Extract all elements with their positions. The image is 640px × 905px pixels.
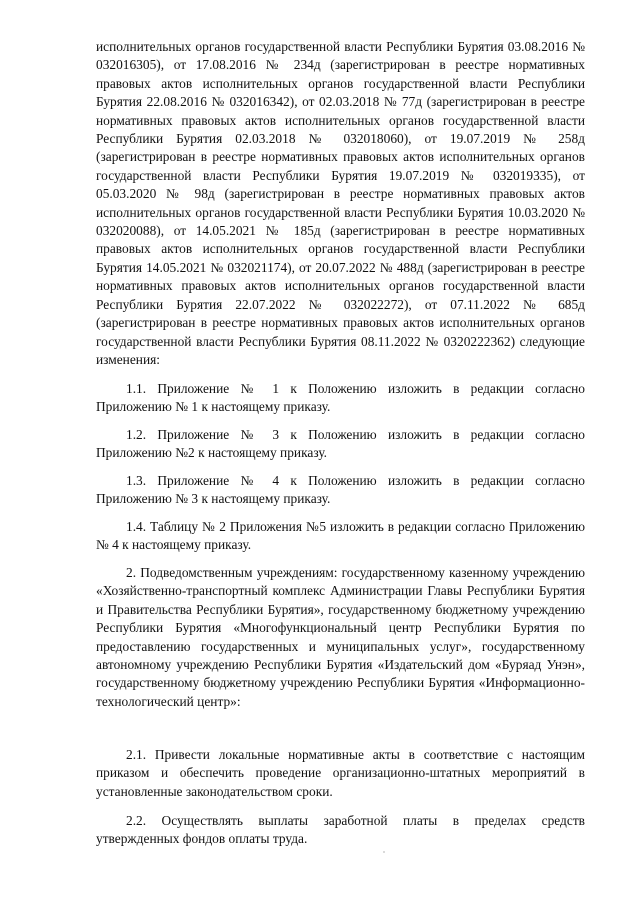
clause-1-2: 1.2. Приложение № 3 к Положению изложить в редакции согласно Приложению №2 к настоящему приказу. (96, 427, 585, 461)
clause-2-2: 2.2. Осуществлять выплаты заработной платы в пределах средств утвержденных фондов оплаты труда. (96, 813, 585, 847)
clause-1-4: 1.4. Таблицу № 2 Приложения №5 изложить в редакции согласно Приложению № 4 к настоящему приказу. (96, 519, 585, 553)
clause-2-1: 2.1. Привести локальные нормативные акты в соответствие с настоящим приказом и обеспечить проведение организационно-штатных мероприятий в установленные законодательством сроки. (96, 747, 585, 799)
clause-2: 2. Подведомственным учреждениям: государственному казенному учреждению «Хозяйственно-транспортный комплекс Администрации Главы Республики Бурятия и Правительства Республики Бурятия», государственному бюджетному учреждению Республики Бурятия «Многофункциональный центр Республики Бурятия по предоставлению государственных и муниципальных услуг», государственному автономному учреждению Республики Бурятия «Издательский дом «Буряад Унэн», государственному бюджетному учреждению Республики Бурятия «Информационно-технологический центр»: (96, 565, 585, 709)
scan-speck (383, 851, 385, 853)
clause-1-1: 1.1. Приложение № 1 к Положению изложить в редакции согласно Приложению № 1 к настоящему приказу. (96, 381, 585, 415)
clause-1-3: 1.3. Приложение № 4 к Положению изложить в редакции согласно Приложению № 3 к настоящему приказу. (96, 473, 585, 507)
intro-paragraph: исполнительных органов государственной власти Республики Бурятия 03.08.2016 № 032016305), от 17.08.2016 № 234д (зарегистрирован в реестре нормативных правовых актов исполнительных органов государственной власти Республики Бурятия 22.08.2016 № 032016342), от 02.03.2018 № 77д (зарегистрирован в реестре нормативных правовых актов исполнительных органов государственной власти Республики Бурятия 02.03.2018 № 032018060), от 19.07.2019 № 258д (зарегистрирован в реестре нормативных правовых актов исполнительных органов государственной власти Республики Бурятия 19.07.2019 № 032019335), от 05.03.2020 № 98д (зарегистрирован в реестре нормативных правовых актов исполнительных органов государственной власти Республики Бурятия 10.03.2020 № 032020088), от 14.05.2021 № 185д (зарегистрирован в реестре нормативных правовых актов исполнительных органов государственной власти Республики Бурятия 14.05.2021 № 032021174), от 20.07.2022 № 488д (зарегистрирован в реестре нормативных правовых актов исполнительных органов государственной власти Республики Бурятия 22.07.2022 № 032022272), от 07.11.2022 № 685д (зарегистрирован в реестре нормативных правовых актов исполнительных органов государственной власти Республики Бурятия 08.11.2022 № 0320222362) следующие изменения: (96, 39, 585, 367)
